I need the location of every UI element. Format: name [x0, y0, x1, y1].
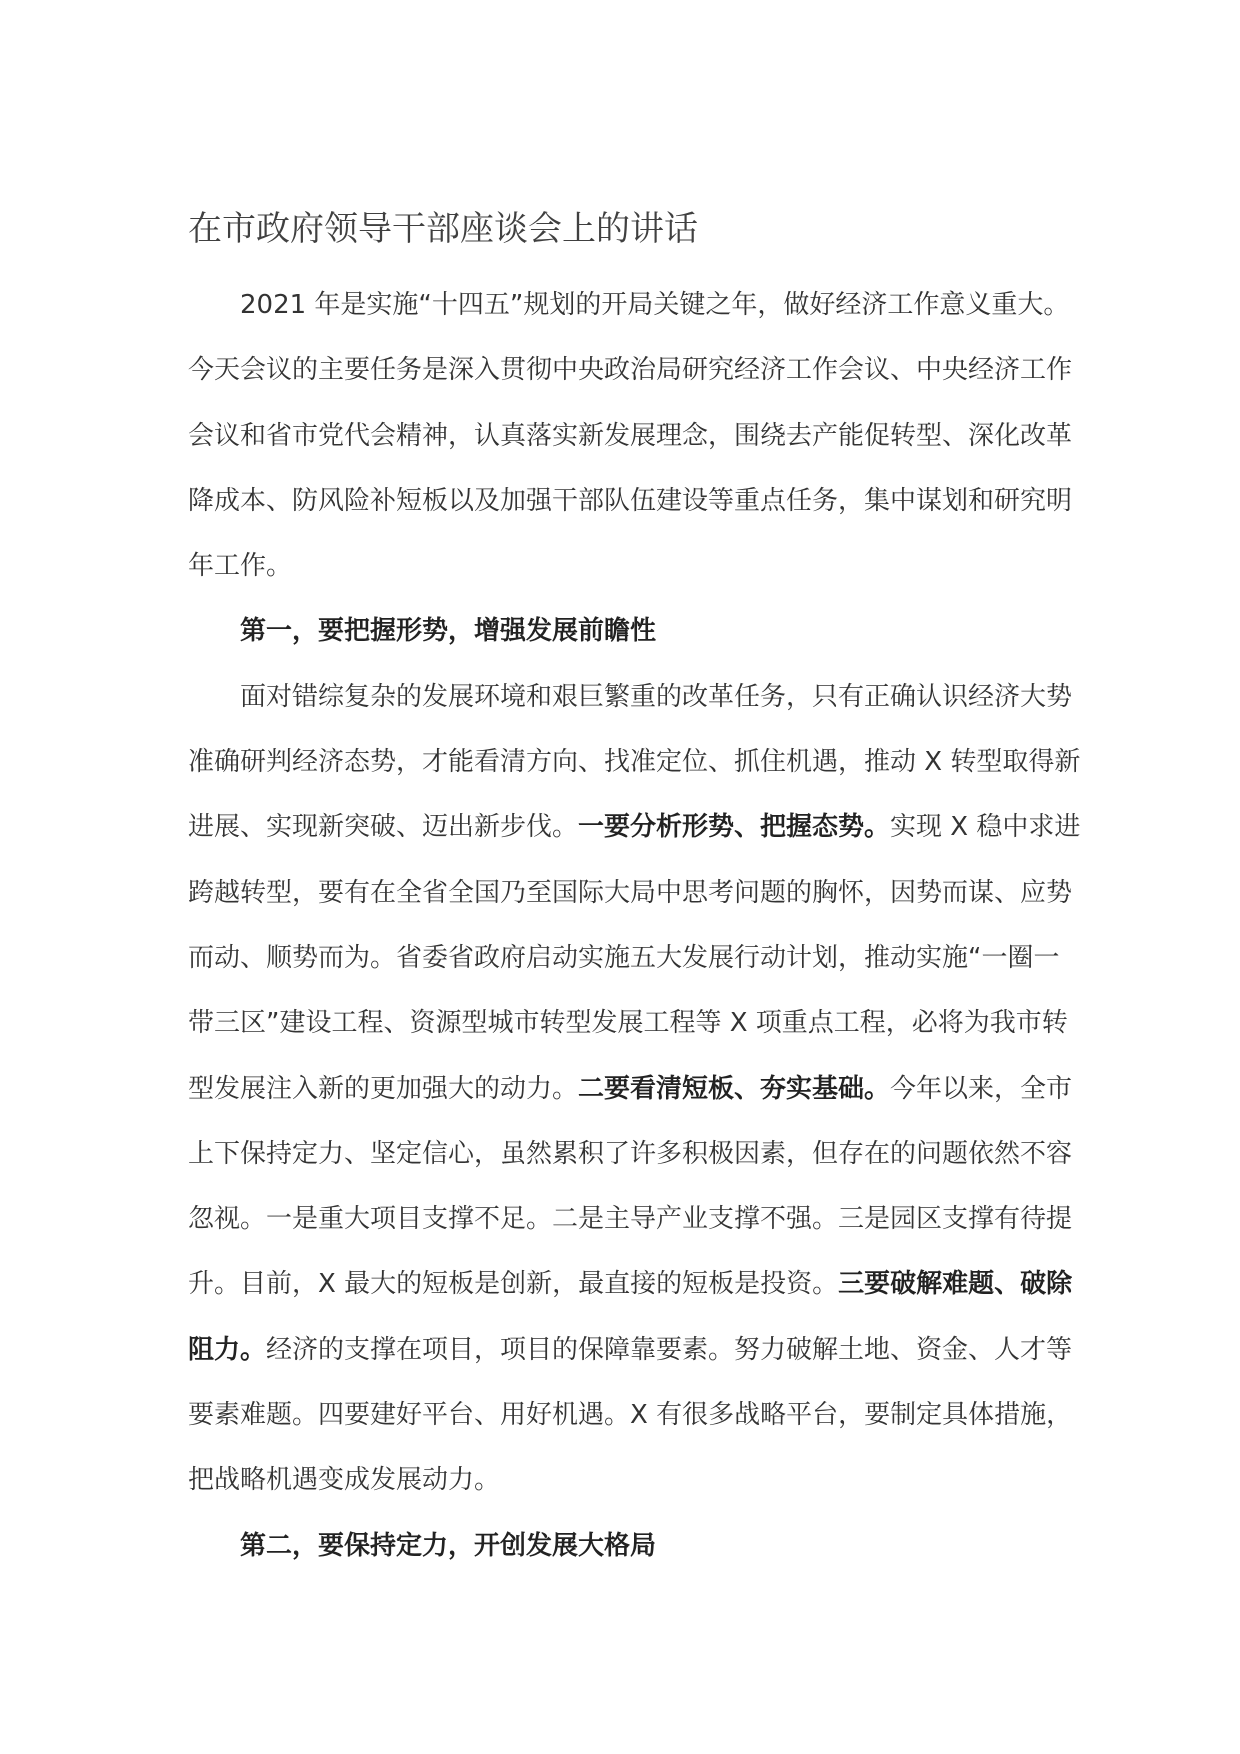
paragraph-line: [188, 1122, 1073, 1187]
paragraph-line: [188, 469, 1073, 534]
text-segment: 实现 X 稳中求进: [890, 812, 1081, 843]
paragraph-line: [188, 534, 1052, 599]
paragraph-line: [188, 665, 1073, 730]
text-segment: 升。目前，X 最大的短板是创新，最直接的短板是投资。: [188, 1269, 839, 1300]
text-segment: 准确研判经济态势，才能看清方向、找准定位、抓住机遇，推动 X 转型取得新: [188, 747, 1081, 778]
text-segment: 型发展注入新的更加强大的动力。: [188, 1073, 579, 1104]
text-segment: 把战略机遇变成发展动力。: [188, 1465, 501, 1496]
bold-text: 一要分析形势、把握态势。: [578, 812, 891, 843]
document-body: [188, 273, 1081, 1579]
paragraph-line: [188, 1383, 1073, 1448]
text-segment: 第一，要把握形势，增强发展前瞻性: [240, 616, 657, 647]
paragraph-line: [188, 1057, 1073, 1122]
section-heading: [188, 599, 1052, 664]
text-segment: 今年以来，全市: [890, 1073, 1073, 1104]
paragraph-line: [188, 1448, 1052, 1513]
text-segment: 面对错综复杂的发展环境和艰巨繁重的改革任务，只有正确认识经济大势: [240, 681, 1073, 712]
paragraph-line: [188, 926, 1060, 991]
text-segment: 跨越转型，要有在全省全国乃至国际大局中思考问题的胸怀，因势而谋、应势: [188, 877, 1073, 908]
bold-text: 二要看清短板、夯实基础。: [578, 1073, 891, 1104]
text-segment: 忽视。一是重大项目支撑不足。二是主导产业支撑不强。三是园区支撑有待提: [188, 1204, 1073, 1235]
text-segment: 而动、顺势而为。省委省政府启动实施五大发展行动计划，推动实施“一圈一: [188, 942, 1060, 973]
text-segment: 经济的支撑在项目，项目的保障靠要素。努力破解土地、资金、人才等: [266, 1334, 1073, 1365]
text-segment: 今天会议的主要任务是深入贯彻中央政治局研究经济工作会议、中央经济工作: [188, 355, 1073, 386]
text-segment: 2021 年是实施“十四五”规划的开局关键之年，做好经济工作意义重大。: [240, 290, 1070, 320]
text-segment: 进展、实现新突破、迈出新步伐。: [188, 812, 579, 843]
document-title: 在市政府领导干部座谈会上的讲话: [188, 209, 698, 249]
text-segment: 降成本、防风险补短板以及加强干部队伍建设等重点任务，集中谋划和研究明: [188, 485, 1073, 516]
bold-text: 三要破解难题、破除: [838, 1269, 1073, 1300]
paragraph-line: [188, 404, 1073, 469]
paragraph-line: [188, 861, 1073, 926]
text-segment: 上下保持定力、坚定信心，虽然累积了许多积极因素，但存在的问题依然不容: [188, 1138, 1073, 1169]
text-segment: 年工作。: [188, 551, 293, 582]
section-heading: [188, 1514, 1052, 1579]
paragraph-line: [188, 1187, 1073, 1252]
text-segment: 带三区”建设工程、资源型城市转型发展工程等 X 项重点工程，必将为我市转: [188, 1008, 1068, 1039]
text-segment: 会议和省市党代会精神，认真落实新发展理念，围绕去产能促转型、深化改革: [188, 420, 1073, 451]
paragraph-line: [188, 991, 1068, 1056]
paragraph-line: [188, 1252, 1073, 1317]
paragraph-line: [188, 795, 1081, 860]
bold-text: 阻力。: [188, 1334, 267, 1365]
text-segment: 第二，要保持定力，开创发展大格局: [240, 1530, 657, 1561]
text-segment: 要素难题。四要建好平台、用好机遇。X 有很多战略平台，要制定具体措施，: [188, 1400, 1073, 1431]
paragraph-line: [188, 273, 1070, 338]
paragraph-line: [188, 730, 1081, 795]
paragraph-line: [188, 338, 1073, 403]
paragraph-line: [188, 1318, 1073, 1383]
